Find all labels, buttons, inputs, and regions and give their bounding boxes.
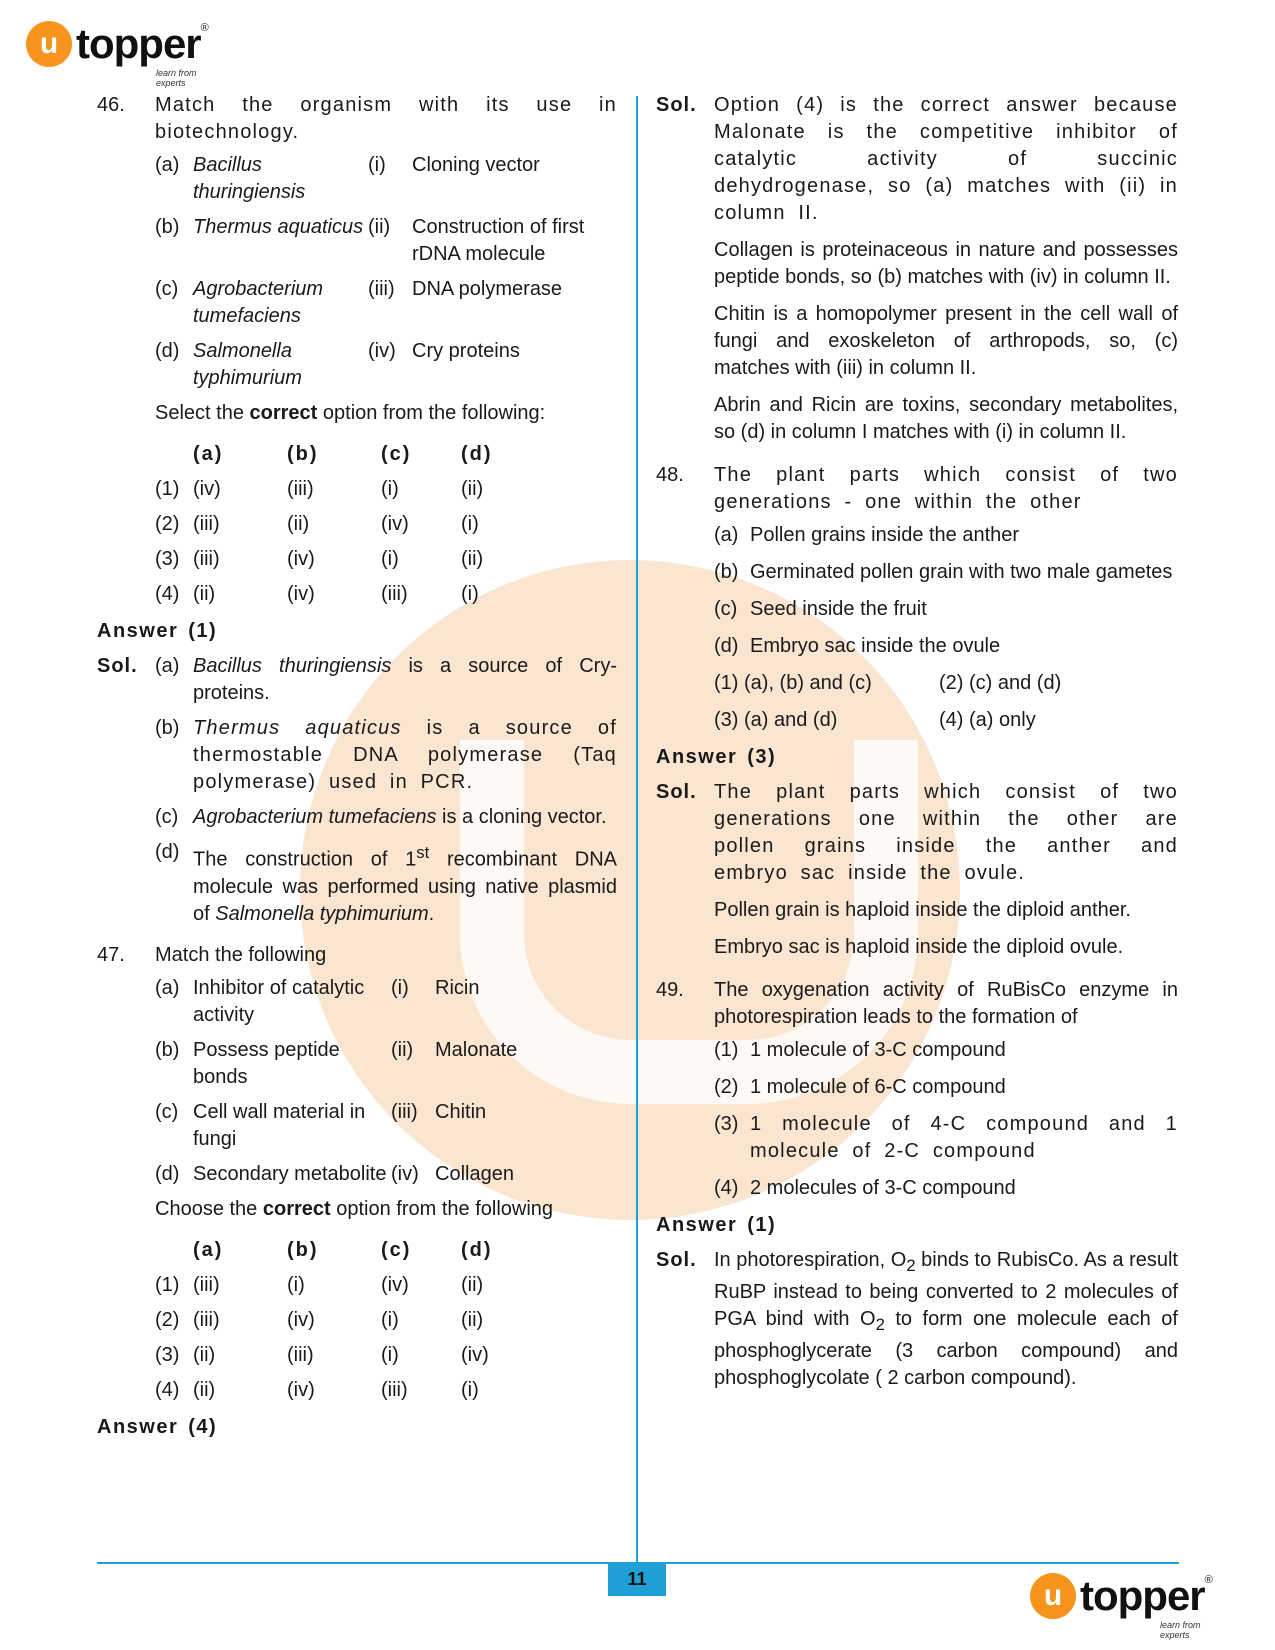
option-pair: [714, 670, 1178, 697]
question-49: [656, 977, 1178, 1031]
answer-option: (3) 1 molecule of 4-C compound and 1 molecule of 2-C compound: [714, 1113, 1178, 1162]
row-label: (a): [155, 154, 180, 176]
answer-47: Answer (4): [97, 1415, 218, 1438]
logo-tagline: learn from experts: [156, 68, 197, 88]
column-ii-item: Cloning vector: [412, 154, 540, 176]
option-row: (4) (ii) (iv) (iii) (i): [155, 583, 479, 605]
solution-47: Sol. Option (4) is the correct answer because Malonate is the competitive inhibitor of catalytic activity of succinic dehydrogenase, so (a) matches with (ii) in column II. Collagen is proteinaceous in nature and possesses peptide bonds, so (b) matches with (iv) in column II. Chitin is a homopolymer present in the cell wall of fungi and exoskeleton of arthropods, so, (c) matches with (iii) in column II. Abrin and Ricin are toxins, secondary metabolites, so (d) in column I matches with (i) in column II.: [656, 92, 1178, 456]
column-i-item: Bacillus thuringiensis: [193, 154, 306, 203]
answer-option: (3) (a) and (d): [714, 709, 838, 731]
row-label: (ii): [368, 216, 391, 238]
answer-option: (2) 1 molecule of 6-C compound: [714, 1076, 1006, 1098]
question-item: (b) Germinated pollen grain with two male gametes: [714, 561, 1173, 583]
solution-49: Sol. In photorespiration, $O_2$ binds to RubisCo. As a result RuBP instead to being converted to 2 molecules of PGA bind with $O_2$ to form one molecule each of phosphoglycerate (3 carbon compound) and phosphoglycolate ( 2 carbon compound).: [656, 1247, 1178, 1402]
answer-option: (4) 2 molecules of 3-C compound: [714, 1177, 1016, 1199]
logo-tagline: learn from experts: [1160, 1620, 1201, 1640]
match-row: [155, 338, 617, 392]
option-row: (4) (ii) (iv) (iii) (i): [155, 1378, 479, 1401]
option-row: (1) (iii) (i) (iv) (ii): [155, 1273, 484, 1296]
solution-paragraph: The plant parts which consist of two generations one within the other are pollen grains inside the anther and embryo sac inside the ovule.: [714, 781, 1178, 884]
solution-paragraph: In photorespiration, $O_2$ binds to RubisCo. As a result RuBP instead to being converted to 2 molecules of PGA bind with $O_2$ to form one molecule each of phosphoglycerate (3 carbon compound) and phosphoglycolate ( 2 carbon compound).: [714, 1249, 1178, 1389]
question-text: The oxygenation activity of RuBisCo enzyme in photorespiration leads to the formation of: [714, 979, 1178, 1028]
option-row: (3) (ii) (iii) (i) (iv): [155, 1343, 489, 1366]
option-row: (1) (iv) (iii) (i) (ii): [155, 478, 484, 500]
answer-48: Answer (3): [656, 746, 777, 768]
solution-item: (c) Agrobacterium tumefaciens is a cloning vector.: [155, 806, 607, 828]
question-text: Match the organism with its use in biotechnology.: [155, 94, 617, 143]
solution-paragraph: Embryo sac is haploid inside the diploid ovule.: [714, 936, 1124, 958]
instruction-text: Select the correct option from the following:: [155, 402, 546, 424]
answer-option: (4) (a) only: [939, 709, 1036, 731]
option-row: (2) (iii) (ii) (iv) (i): [155, 513, 479, 535]
instruction-text: Choose the correct option from the following: [155, 1197, 554, 1220]
solution-item: (b) Thermus aquaticus is a source of thermostable DNA polymerase (Taq polymerase) used in PCR.: [155, 717, 617, 793]
solution-item: (d) The construction of 1st recombinant DNA molecule was performed using native plasmid of Salmonella typhimurium.: [155, 841, 617, 925]
row-label: (d): [155, 340, 180, 362]
options-header: (a) (b) (c) (d): [193, 443, 493, 465]
question-number: 47.: [97, 943, 125, 966]
column-ii-item: Construction of first rDNA molecule: [412, 216, 585, 265]
question-46: [97, 92, 617, 146]
page-number: 11: [608, 1562, 666, 1596]
logo-u-icon: u: [1030, 1573, 1076, 1619]
topper-logo-top: [26, 20, 209, 88]
options-header: (a) (b) (c) (d): [193, 1238, 493, 1261]
answer-option: (1) (a), (b) and (c): [714, 672, 872, 694]
solution-paragraph: Chitin is a homopolymer present in the cell wall of fungi and exoskeleton of arthropods, so, (c) matches with (iii) in column II.: [714, 303, 1178, 379]
column-i-item: Salmonella typhimurium: [193, 340, 302, 389]
question-48: [656, 462, 1178, 516]
left-column: [97, 92, 617, 1449]
row-label: (i): [368, 154, 386, 176]
question-number: 48.: [656, 464, 684, 486]
option-row: (2) (iii) (iv) (i) (ii): [155, 1308, 484, 1331]
registered-mark: ®: [1204, 1574, 1213, 1586]
solution-paragraph: Pollen grain is haploid inside the diploid anther.: [714, 899, 1131, 921]
question-number: 49.: [656, 979, 684, 1001]
question-text: Match the following: [155, 943, 327, 966]
solution-paragraph: Option (4) is the correct answer because Malonate is the competitive inhibitor of catalytic activity of succinic dehydrogenase, so (a) matches with (ii) in column II.: [714, 94, 1178, 224]
logo-wordmark: topper: [1080, 1572, 1205, 1619]
match-row: (c) Cell wall material in fungi (iii) Chitin: [155, 1100, 487, 1150]
solution-item: (a) Bacillus thuringiensis is a source of Cry-proteins.: [155, 655, 617, 704]
options-table: [155, 1233, 617, 1408]
solution-46: Sol. (a) Bacillus thuringiensis is a source of Cry-proteins. (b) Thermus aquaticus is a source of thermostable DNA polymerase (Taq polymerase) used in PCR. (c) Agrobacterium tumefaciens is a cloning vector. (d) The construction of 1st recombinant DNA molecule was performed using native plasmid of Salmonella typhimurium.: [97, 653, 617, 936]
match-row: [155, 214, 617, 268]
column-i-item: Thermus aquaticus: [193, 216, 364, 238]
row-label: (iv): [368, 340, 396, 362]
row-label: (b): [155, 216, 180, 238]
match-row: (b) Possess peptide bonds (ii) Malonate: [155, 1038, 518, 1088]
answer-option: (1) 1 molecule of 3-C compound: [714, 1039, 1006, 1061]
registered-mark: ®: [200, 22, 209, 34]
option-row: (3) (iii) (iv) (i) (ii): [155, 548, 484, 570]
question-number: 46.: [97, 94, 125, 116]
question-item: (c) Seed inside the fruit: [714, 598, 927, 620]
column-ii-item: Cry proteins: [412, 340, 520, 362]
topper-logo-bottom: [1030, 1572, 1213, 1640]
question-47: [97, 942, 617, 969]
solution-48: Sol. The plant parts which consist of two generations one within the other are pollen grains inside the anther and embryo sac inside the ovule. Pollen grain is haploid inside the diploid anther. Embryo sac is haploid inside the diploid ovule.: [656, 779, 1178, 971]
right-column: [656, 92, 1178, 1408]
match-row: [155, 152, 617, 206]
solution-paragraph: Collagen is proteinaceous in nature and possesses peptide bonds, so (b) matches with (iv) in column II.: [714, 239, 1178, 288]
logo-wordmark: topper: [76, 20, 201, 67]
logo-u-icon: u: [26, 21, 72, 67]
row-label: (c): [155, 278, 179, 300]
match-row: (a) Inhibitor of catalytic activity (i) Ricin: [155, 976, 480, 1026]
match-row: (d) Secondary metabolite (iv) Collagen: [155, 1162, 514, 1185]
column-i-item: Agrobacterium tumefaciens: [193, 278, 324, 327]
column-divider: [636, 96, 638, 1576]
question-text: The plant parts which consist of two generations - one within the other: [714, 464, 1178, 513]
answer-49: Answer (1): [656, 1214, 777, 1236]
answer-option: (2) (c) and (d): [939, 672, 1062, 694]
question-item: (a) Pollen grains inside the anther: [714, 524, 1020, 546]
options-table: [155, 437, 617, 612]
column-ii-item: DNA polymerase: [412, 278, 563, 300]
answer-46: Answer (1): [97, 620, 218, 642]
solution-paragraph: Abrin and Ricin are toxins, secondary metabolites, so (d) in column I matches with (i) in column II.: [714, 394, 1178, 443]
question-item: (d) Embryo sac inside the ovule: [714, 635, 1001, 657]
match-row: [155, 276, 617, 330]
option-pair: [714, 707, 1178, 734]
row-label: (iii): [368, 278, 395, 300]
